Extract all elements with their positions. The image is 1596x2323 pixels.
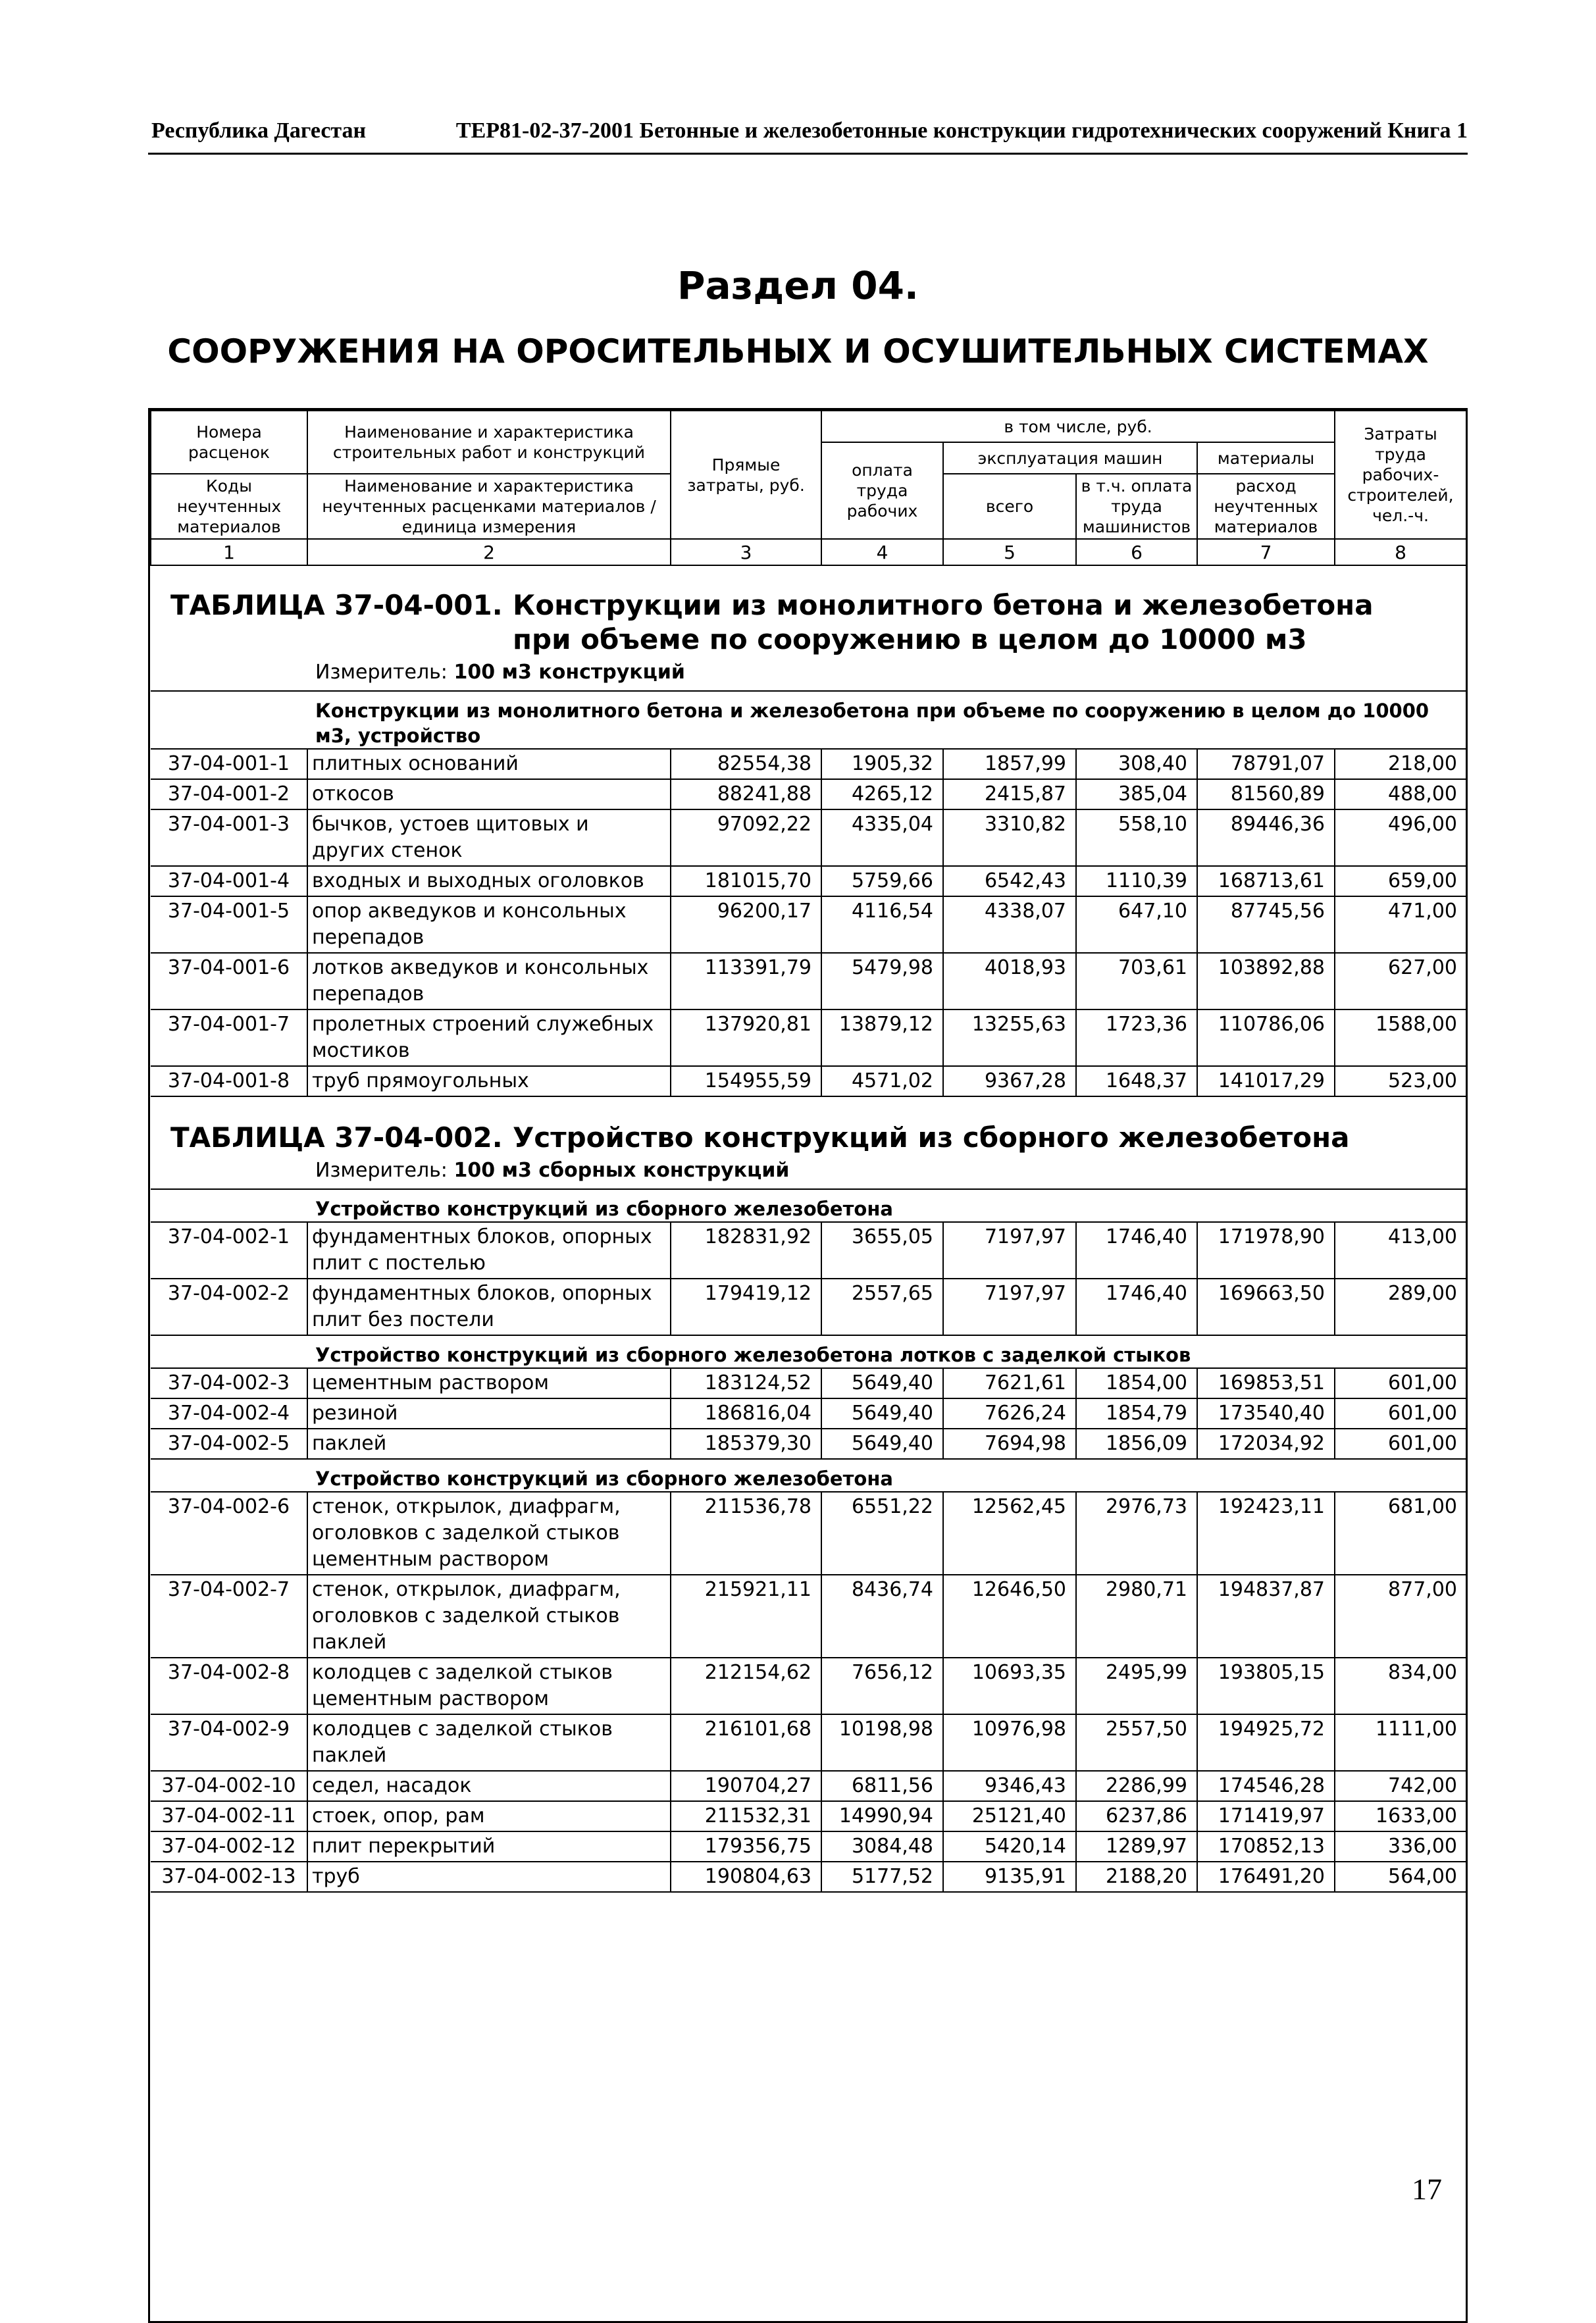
materials: 169663,50 [1197, 1279, 1335, 1335]
rate-code: 37-04-002-10 [151, 1771, 307, 1801]
machines-total: 7197,97 [943, 1222, 1076, 1279]
meter-row [151, 1155, 1466, 1189]
machinists-wages: 1648,37 [1076, 1066, 1197, 1096]
work-name: лотков акведуков и консольных перепадов [307, 953, 671, 1009]
table-row [151, 866, 1466, 896]
wages: 5177,52 [821, 1862, 943, 1892]
rate-code: 37-04-001-7 [151, 1009, 307, 1066]
meter-label: Измеритель: [315, 1159, 448, 1182]
page-header [148, 118, 1468, 155]
labor-hours: 627,00 [1335, 953, 1466, 1009]
direct-costs: 211536,78 [671, 1492, 821, 1575]
materials: 170852,13 [1197, 1831, 1335, 1862]
col-header-rate-numbers: Номера расценок [151, 411, 307, 474]
rate-code: 37-04-002-4 [151, 1398, 307, 1429]
spacer-cell [151, 565, 1466, 588]
rate-code: 37-04-002-13 [151, 1862, 307, 1892]
spacer-cell [151, 1096, 1466, 1121]
direct-costs: 137920,81 [671, 1009, 821, 1066]
meter-indent [151, 1155, 307, 1189]
materials: 81560,89 [1197, 779, 1335, 809]
wages: 5649,40 [821, 1429, 943, 1459]
machines-total: 4018,93 [943, 953, 1076, 1009]
labor-hours: 834,00 [1335, 1658, 1466, 1714]
machines-total: 7626,24 [943, 1398, 1076, 1429]
work-name: паклей [307, 1429, 671, 1459]
table-row [151, 1279, 1466, 1335]
machines-total: 6542,43 [943, 866, 1076, 896]
table-row [151, 953, 1466, 1009]
materials: 192423,11 [1197, 1492, 1335, 1575]
rate-code: 37-04-002-9 [151, 1714, 307, 1771]
table-description: Конструкции из монолитного бетона и железобетона при объеме по сооружению в целом до 10000 м3 [513, 589, 1374, 655]
rate-code: 37-04-002-1 [151, 1222, 307, 1279]
machines-total: 9367,28 [943, 1066, 1076, 1096]
work-name: труб [307, 1862, 671, 1892]
rate-code: 37-04-001-4 [151, 866, 307, 896]
rate-code: 37-04-002-6 [151, 1492, 307, 1575]
col-header-machinists-wages: в т.ч. оплата труда машинистов [1076, 474, 1197, 539]
materials: 110786,06 [1197, 1009, 1335, 1066]
labor-hours: 1633,00 [1335, 1801, 1466, 1831]
work-name: резиной [307, 1398, 671, 1429]
labor-hours: 877,00 [1335, 1575, 1466, 1658]
materials: 176491,20 [1197, 1862, 1335, 1892]
rates-table [150, 410, 1467, 1893]
table-row [151, 1398, 1466, 1429]
direct-costs: 190704,27 [671, 1771, 821, 1801]
table-row [151, 1429, 1466, 1459]
table-row [151, 1801, 1466, 1831]
work-name: плитных оснований [307, 749, 671, 779]
machinists-wages: 2980,71 [1076, 1575, 1197, 1658]
rate-code: 37-04-002-7 [151, 1575, 307, 1658]
machinists-wages: 558,10 [1076, 809, 1197, 866]
machines-total: 9135,91 [943, 1862, 1076, 1892]
table-row [151, 1368, 1466, 1398]
table-row [151, 1492, 1466, 1575]
meter-cell [307, 657, 1466, 691]
rate-code: 37-04-002-2 [151, 1279, 307, 1335]
table-row [151, 1658, 1466, 1714]
wages: 4571,02 [821, 1066, 943, 1096]
rates-table-frame [148, 408, 1468, 2323]
rate-code: 37-04-002-3 [151, 1368, 307, 1398]
direct-costs: 183124,52 [671, 1368, 821, 1398]
group-indent [151, 1459, 307, 1492]
labor-hours: 659,00 [1335, 866, 1466, 896]
machinists-wages: 1856,09 [1076, 1429, 1197, 1459]
machines-total: 9346,43 [943, 1771, 1076, 1801]
rate-code: 37-04-002-8 [151, 1658, 307, 1714]
wages: 5479,98 [821, 953, 943, 1009]
table-label: ТАБЛИЦА 37-04-002. [170, 1121, 503, 1154]
work-name: плит перекрытий [307, 1831, 671, 1862]
machines-total: 1857,99 [943, 749, 1076, 779]
col-header-material-names: Наименование и характеристика неучтенных расценками материалов / единица измерения [307, 474, 671, 539]
direct-costs: 96200,17 [671, 896, 821, 953]
direct-costs: 185379,30 [671, 1429, 821, 1459]
materials: 169853,51 [1197, 1368, 1335, 1398]
machinists-wages: 2188,20 [1076, 1862, 1197, 1892]
machinists-wages: 1746,40 [1076, 1279, 1197, 1335]
work-name: труб прямоугольных [307, 1066, 671, 1096]
machinists-wages: 2557,50 [1076, 1714, 1197, 1771]
labor-hours: 496,00 [1335, 809, 1466, 866]
labor-hours: 601,00 [1335, 1368, 1466, 1398]
materials: 171419,97 [1197, 1801, 1335, 1831]
spacer [151, 565, 1466, 588]
machines-total: 5420,14 [943, 1831, 1076, 1862]
machinists-wages: 1854,00 [1076, 1368, 1197, 1398]
table-row [151, 1066, 1466, 1096]
table-row [151, 779, 1466, 809]
rate-code: 37-04-002-5 [151, 1429, 307, 1459]
machinists-wages: 385,04 [1076, 779, 1197, 809]
materials: 194925,72 [1197, 1714, 1335, 1771]
machines-total: 25121,40 [943, 1801, 1076, 1831]
table-title-cell [151, 1121, 1466, 1155]
work-name: стенок, открылок, диафрагм, оголовков с заделкой стыков цементным раствором [307, 1492, 671, 1575]
labor-hours: 601,00 [1335, 1398, 1466, 1429]
machines-total: 4338,07 [943, 896, 1076, 953]
wages: 4335,04 [821, 809, 943, 866]
col-number: 4 [821, 539, 943, 565]
wages: 4265,12 [821, 779, 943, 809]
machinists-wages: 2976,73 [1076, 1492, 1197, 1575]
col-header-machines: эксплуатация машин [943, 442, 1197, 474]
materials: 89446,36 [1197, 809, 1335, 866]
machinists-wages: 308,40 [1076, 749, 1197, 779]
direct-costs: 211532,31 [671, 1801, 821, 1831]
meter-value: 100 м3 сборных конструкций [453, 1159, 790, 1182]
materials: 172034,92 [1197, 1429, 1335, 1459]
group-indent [151, 691, 307, 749]
wages: 3655,05 [821, 1222, 943, 1279]
machines-total: 2415,87 [943, 779, 1076, 809]
labor-hours: 1111,00 [1335, 1714, 1466, 1771]
materials: 173540,40 [1197, 1398, 1335, 1429]
wages: 4116,54 [821, 896, 943, 953]
wages: 8436,74 [821, 1575, 943, 1658]
work-name: стенок, открылок, диафрагм, оголовков с заделкой стыков паклей [307, 1575, 671, 1658]
work-name: фундаментных блоков, опорных плит с постелью [307, 1222, 671, 1279]
col-header-labor: Затраты труда рабочих-строителей, чел.-ч. [1335, 411, 1466, 539]
direct-costs: 190804,63 [671, 1862, 821, 1892]
direct-costs: 182831,92 [671, 1222, 821, 1279]
labor-hours: 742,00 [1335, 1771, 1466, 1801]
group-header-row [151, 1189, 1466, 1222]
work-name: опор акведуков и консольных перепадов [307, 896, 671, 953]
machines-total: 12646,50 [943, 1575, 1076, 1658]
machines-total: 13255,63 [943, 1009, 1076, 1066]
col-number: 2 [307, 539, 671, 565]
table-title-row [151, 1121, 1466, 1155]
col-number: 1 [151, 539, 307, 565]
group-indent [151, 1335, 307, 1368]
table-title [151, 1121, 1466, 1155]
direct-costs: 215921,11 [671, 1575, 821, 1658]
materials: 103892,88 [1197, 953, 1335, 1009]
col-number: 5 [943, 539, 1076, 565]
rate-code: 37-04-002-12 [151, 1831, 307, 1862]
table-title-cell [151, 588, 1466, 657]
wages: 6551,22 [821, 1492, 943, 1575]
col-header-material-consumption: расход неучтенных материалов [1197, 474, 1335, 539]
table-row [151, 1714, 1466, 1771]
machines-total: 7197,97 [943, 1279, 1076, 1335]
group-header-row [151, 1335, 1466, 1368]
labor-hours: 1588,00 [1335, 1009, 1466, 1066]
wages: 3084,48 [821, 1831, 943, 1862]
wages: 13879,12 [821, 1009, 943, 1066]
work-name: входных и выходных оголовков [307, 866, 671, 896]
table-title-row [151, 588, 1466, 657]
column-numbers-row [151, 539, 1466, 565]
table-row [151, 1862, 1466, 1892]
direct-costs: 154955,59 [671, 1066, 821, 1096]
materials: 171978,90 [1197, 1222, 1335, 1279]
direct-costs: 179419,12 [671, 1279, 821, 1335]
meter-value: 100 м3 конструкций [453, 661, 685, 684]
materials: 174546,28 [1197, 1771, 1335, 1801]
wages: 10198,98 [821, 1714, 943, 1771]
materials: 193805,15 [1197, 1658, 1335, 1714]
labor-hours: 413,00 [1335, 1222, 1466, 1279]
col-number: 8 [1335, 539, 1466, 565]
table-row [151, 1771, 1466, 1801]
work-name: седел, насадок [307, 1771, 671, 1801]
table-row [151, 749, 1466, 779]
labor-hours: 471,00 [1335, 896, 1466, 953]
direct-costs: 88241,88 [671, 779, 821, 809]
col-header-wages: оплата труда рабочих [821, 442, 943, 539]
rate-code: 37-04-001-5 [151, 896, 307, 953]
machinists-wages: 1289,97 [1076, 1831, 1197, 1862]
rate-code: 37-04-001-6 [151, 953, 307, 1009]
wages: 5649,40 [821, 1368, 943, 1398]
col-header-direct-costs: Прямые затраты, руб. [671, 411, 821, 539]
work-name: колодцев с заделкой стыков паклей [307, 1714, 671, 1771]
header-region: Республика Дагестан [151, 118, 367, 143]
table-row [151, 809, 1466, 866]
machinists-wages: 2495,99 [1076, 1658, 1197, 1714]
machines-total: 3310,82 [943, 809, 1076, 866]
table-row [151, 1831, 1466, 1862]
rate-code: 37-04-002-11 [151, 1801, 307, 1831]
machines-total: 7694,98 [943, 1429, 1076, 1459]
table-row [151, 896, 1466, 953]
rates-body [151, 565, 1466, 1892]
col-number: 3 [671, 539, 821, 565]
labor-hours: 218,00 [1335, 749, 1466, 779]
labor-hours: 564,00 [1335, 1862, 1466, 1892]
materials: 168713,61 [1197, 866, 1335, 896]
machinists-wages: 1746,40 [1076, 1222, 1197, 1279]
work-name: фундаментных блоков, опорных плит без постели [307, 1279, 671, 1335]
machinists-wages: 647,10 [1076, 896, 1197, 953]
spacer [151, 1096, 1466, 1121]
machinists-wages: 1723,36 [1076, 1009, 1197, 1066]
machines-total: 7621,61 [943, 1368, 1076, 1398]
machines-total: 10693,35 [943, 1658, 1076, 1714]
rate-code: 37-04-001-8 [151, 1066, 307, 1096]
machinists-wages: 1110,39 [1076, 866, 1197, 896]
rate-code: 37-04-001-2 [151, 779, 307, 809]
materials: 141017,29 [1197, 1066, 1335, 1096]
col-number: 6 [1076, 539, 1197, 565]
materials: 78791,07 [1197, 749, 1335, 779]
page-number: 17 [1412, 2172, 1442, 2206]
labor-hours: 488,00 [1335, 779, 1466, 809]
group-title: Устройство конструкций из сборного железобетона [307, 1459, 1466, 1492]
machines-total: 10976,98 [943, 1714, 1076, 1771]
work-name: откосов [307, 779, 671, 809]
work-name: стоек, опор, рам [307, 1801, 671, 1831]
wages: 14990,94 [821, 1801, 943, 1831]
materials: 194837,87 [1197, 1575, 1335, 1658]
labor-hours: 601,00 [1335, 1429, 1466, 1459]
labor-hours: 336,00 [1335, 1831, 1466, 1862]
section-subtitle: СООРУЖЕНИЯ НА ОРОСИТЕЛЬНЫХ И ОСУШИТЕЛЬНЫХ СИСТЕМАХ [167, 332, 1429, 370]
direct-costs: 216101,68 [671, 1714, 821, 1771]
labor-hours: 289,00 [1335, 1279, 1466, 1335]
table-description: Устройство конструкций из сборного железобетона [513, 1121, 1350, 1154]
direct-costs: 82554,38 [671, 749, 821, 779]
group-header-row [151, 1459, 1466, 1492]
direct-costs: 97092,22 [671, 809, 821, 866]
wages: 7656,12 [821, 1658, 943, 1714]
rate-code: 37-04-001-3 [151, 809, 307, 866]
work-name: пролетных строений служебных мостиков [307, 1009, 671, 1066]
table-row [151, 1009, 1466, 1066]
labor-hours: 523,00 [1335, 1066, 1466, 1096]
group-title: Устройство конструкций из сборного железобетона [307, 1189, 1466, 1222]
wages: 5649,40 [821, 1398, 943, 1429]
col-header-including: в том числе, руб. [821, 411, 1335, 442]
wages: 6811,56 [821, 1771, 943, 1801]
wages: 2557,65 [821, 1279, 943, 1335]
header-rule [148, 153, 1468, 155]
work-name: цементным раствором [307, 1368, 671, 1398]
meter-indent [151, 657, 307, 691]
machinists-wages: 1854,79 [1076, 1398, 1197, 1429]
col-header-material-codes: Коды неучтенных материалов [151, 474, 307, 539]
direct-costs: 181015,70 [671, 866, 821, 896]
direct-costs: 212154,62 [671, 1658, 821, 1714]
machinists-wages: 6237,86 [1076, 1801, 1197, 1831]
col-number: 7 [1197, 539, 1335, 565]
header-document-title: ТЕР81-02-37-2001 Бетонные и железобетонные конструкции гидротехнических сооружений Книга 1 [455, 118, 1468, 143]
meter-row [151, 657, 1466, 691]
machinists-wages: 2286,99 [1076, 1771, 1197, 1801]
meter-label: Измеритель: [315, 661, 448, 684]
direct-costs: 186816,04 [671, 1398, 821, 1429]
rate-code: 37-04-001-1 [151, 749, 307, 779]
col-header-work-name: Наименование и характеристика строительных работ и конструкций [307, 411, 671, 474]
table-title [151, 588, 1466, 657]
direct-costs: 179356,75 [671, 1831, 821, 1862]
wages: 1905,32 [821, 749, 943, 779]
table-row [151, 1575, 1466, 1658]
group-header-row [151, 691, 1466, 749]
machinists-wages: 703,61 [1076, 953, 1197, 1009]
group-indent [151, 1189, 307, 1222]
col-header-machines-total: всего [943, 474, 1076, 539]
col-header-materials: материалы [1197, 442, 1335, 474]
materials: 87745,56 [1197, 896, 1335, 953]
group-title: Конструкции из монолитного бетона и железобетона при объеме по сооружению в целом до 10000 м3, устройство [307, 691, 1466, 749]
work-name: колодцев с заделкой стыков цементным раствором [307, 1658, 671, 1714]
work-name: бычков, устоев щитовых и других стенок [307, 809, 671, 866]
direct-costs: 113391,79 [671, 953, 821, 1009]
table-label: ТАБЛИЦА 37-04-001. [170, 589, 503, 621]
section-title: Раздел 04. [677, 263, 919, 308]
machines-total: 12562,45 [943, 1492, 1076, 1575]
wages: 5759,66 [821, 866, 943, 896]
table-row [151, 1222, 1466, 1279]
labor-hours: 681,00 [1335, 1492, 1466, 1575]
meter-cell [307, 1155, 1466, 1189]
group-title: Устройство конструкций из сборного железобетона лотков с заделкой стыков [307, 1335, 1466, 1368]
